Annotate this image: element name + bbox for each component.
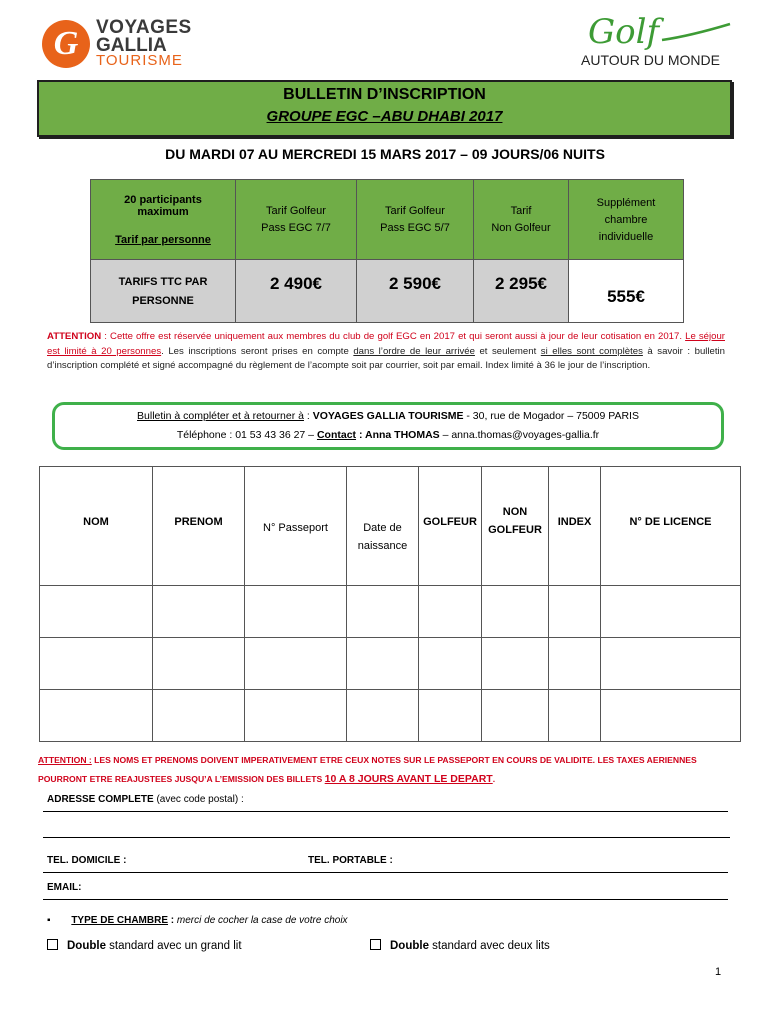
- attention-text: et seulement: [474, 345, 541, 357]
- passport-warning: [38, 751, 748, 789]
- contact-box: [52, 402, 724, 450]
- bullet-icon: ▪: [47, 915, 51, 926]
- header-line: Date de: [363, 522, 402, 534]
- attention-limit: Le séjour est limité à 20 personnes: [47, 331, 725, 357]
- tarif-row-label: [91, 260, 236, 323]
- cell[interactable]: [549, 638, 601, 690]
- table-row: [40, 690, 741, 742]
- contact-agency: VOYAGES GALLIA TOURISME: [312, 410, 464, 422]
- passport-warning-text: LES NOMS ET PRENOMS DOIVENT IMPERATIVEMENT ETRE CEUX NOTES SUR LE PASSEPORT EN COURS DE VALIDITE. LES TAXES AERIENNES POURRONT ETRE REAJUSTEES JUSQU’A L’EMISSION DES BILLETS: [38, 755, 697, 784]
- golf-logo-swoosh: [660, 20, 732, 46]
- header-line: Non Golfeur: [491, 222, 551, 234]
- address-line-2[interactable]: [43, 837, 730, 838]
- cell[interactable]: [549, 586, 601, 638]
- attention-text: . Les inscriptions seront prises en compte: [161, 345, 354, 357]
- room-type-hint: merci de cocher la case de votre choix: [176, 915, 348, 926]
- attention-text: : Cette offre est réservée uniquement aux membres du club de golf EGC en 2017 et qui seront aussi à jour de leur cotisation en 2017.: [101, 331, 686, 342]
- col-header-non-golfeur: [482, 467, 549, 586]
- price-non-golfeur: 2 295€: [474, 260, 569, 323]
- cell[interactable]: [419, 638, 482, 690]
- tarif-table: [90, 179, 684, 323]
- page-subtitle: GROUPE EGC –ABU DHABI 2017: [266, 108, 503, 125]
- header-line: naissance: [357, 540, 408, 552]
- contact-line-2: [55, 426, 721, 445]
- passport-warning-label: ATTENTION :: [38, 755, 92, 765]
- room-type-colon: :: [168, 915, 177, 926]
- table-row: [40, 638, 741, 690]
- price-golfeur-5: 2 590€: [357, 260, 474, 323]
- page-title: BULLETIN D’INSCRIPTION: [283, 86, 486, 103]
- cell[interactable]: [40, 586, 153, 638]
- option-label: standard avec un grand lit: [105, 940, 242, 952]
- contact-sep: :: [303, 410, 313, 422]
- attention-notice: [47, 330, 725, 374]
- header-box: [37, 80, 732, 137]
- address-hint: (avec code postal) :: [153, 794, 244, 805]
- option-double-grand-lit[interactable]: [47, 939, 242, 952]
- header-line: Tarif Golfeur: [385, 205, 445, 217]
- price-golfeur-7: 2 490€: [236, 260, 357, 323]
- option-label: standard avec deux lits: [428, 940, 550, 952]
- cell[interactable]: [153, 638, 245, 690]
- checkbox-icon[interactable]: [47, 939, 58, 950]
- contact-email[interactable]: – anna.thomas@voyages-gallia.fr: [439, 429, 600, 441]
- option-double-deux-lits[interactable]: [370, 939, 550, 952]
- header-line: individuelle: [598, 230, 654, 243]
- header-line: Supplément: [596, 196, 656, 209]
- cell[interactable]: [601, 690, 741, 742]
- logo-text-gallia: GALLIA: [96, 35, 167, 56]
- cell[interactable]: [40, 638, 153, 690]
- cell[interactable]: [419, 586, 482, 638]
- tarif-header-supplement: [569, 180, 684, 260]
- tarif-corner-cell: [91, 180, 236, 260]
- contact-line-1: [55, 407, 721, 426]
- address-label-row: [47, 794, 244, 805]
- logo-text-voyages: VOYAGES: [96, 17, 192, 38]
- cell[interactable]: [482, 586, 549, 638]
- cell[interactable]: [347, 690, 419, 742]
- tel-home-label: TEL. DOMICILE :: [47, 855, 127, 866]
- header-line: chambre: [604, 213, 648, 226]
- cell[interactable]: [482, 690, 549, 742]
- header-line: NON: [502, 506, 528, 518]
- email-line[interactable]: [43, 899, 728, 900]
- col-header-prenom: PRENOM: [153, 467, 245, 586]
- tarif-header-golfeur-5: [357, 180, 474, 260]
- email-label: EMAIL:: [47, 882, 82, 893]
- tel-mobile-label: TEL. PORTABLE :: [308, 855, 393, 866]
- contact-address: - 30, rue de Mogador – 75009 PARIS: [463, 410, 639, 422]
- col-header-naissance: [347, 467, 419, 586]
- cell[interactable]: [245, 638, 347, 690]
- page-number: 1: [715, 966, 722, 978]
- contact-label: Contact: [316, 429, 357, 441]
- col-header-index: INDEX: [549, 467, 601, 586]
- col-header-licence: N° DE LICENCE: [601, 467, 741, 586]
- table-row: [40, 586, 741, 638]
- address-line-1[interactable]: [43, 811, 728, 812]
- cell[interactable]: [347, 638, 419, 690]
- cell[interactable]: [601, 638, 741, 690]
- trip-dates: DU MARDI 07 AU MERCREDI 15 MARS 2017 – 09 JOURS/06 NUITS: [165, 146, 605, 162]
- room-type-row: [47, 915, 348, 926]
- golf-logo-script: Golf: [588, 12, 660, 52]
- cell[interactable]: [347, 586, 419, 638]
- option-label-bold: Double: [390, 940, 429, 952]
- header-line: Tarif Golfeur: [266, 205, 326, 217]
- checkbox-icon[interactable]: [370, 939, 381, 950]
- cell[interactable]: [153, 586, 245, 638]
- row-label-line: TARIFS TTC PAR: [118, 275, 208, 288]
- passport-warning-deadline: 10 A 8 JOURS AVANT LE DEPART: [324, 773, 493, 785]
- passport-warning-end: .: [492, 774, 496, 784]
- address-label: ADRESSE COMPLETE: [47, 794, 154, 805]
- attention-label: ATTENTION: [47, 331, 102, 342]
- tel-line[interactable]: [43, 872, 728, 873]
- voyages-gallia-logo-mark: G: [42, 20, 90, 68]
- attention-text: à savoir : bulletin d’inscription complété et signé accompagné du règlement de l’acompte soit par courrier, soit par email. Index limité à 36 le jour de l’inscription.: [47, 345, 726, 372]
- price-supplement: 555€: [569, 260, 684, 323]
- cell[interactable]: [601, 586, 741, 638]
- cell[interactable]: [40, 690, 153, 742]
- contact-return-text: Bulletin à compléter et à retourner à: [137, 410, 304, 422]
- tarif-header-non-golfeur: [474, 180, 569, 260]
- cell[interactable]: [549, 690, 601, 742]
- contact-phone: Téléphone : 01 53 43 36 27 –: [176, 429, 317, 441]
- attention-complete: si elles sont complètes: [540, 345, 643, 357]
- col-header-passeport: N° Passeport: [245, 467, 347, 586]
- tarif-header-golfeur-7: [236, 180, 357, 260]
- header-line: GOLFEUR: [488, 524, 542, 536]
- cell[interactable]: [153, 690, 245, 742]
- golf-logo-subtitle: AUTOUR DU MONDE: [581, 52, 720, 68]
- option-label-bold: Double: [67, 940, 106, 952]
- row-label-line: PERSONNE: [132, 294, 194, 307]
- tarif-capacity-line2: maximum: [137, 205, 189, 218]
- logo-text-tourisme: TOURISME: [96, 52, 183, 69]
- header-line: Pass EGC 7/7: [261, 222, 331, 234]
- header-line: Pass EGC 5/7: [380, 222, 450, 234]
- attention-order: dans l’ordre de leur arrivée: [353, 345, 475, 357]
- cell[interactable]: [482, 638, 549, 690]
- header-line: Tarif: [510, 205, 532, 217]
- cell[interactable]: [245, 586, 347, 638]
- tarif-capacity-line1: 20 participants: [124, 193, 202, 206]
- col-header-nom: NOM: [40, 467, 153, 586]
- col-header-golfeur: GOLFEUR: [419, 467, 482, 586]
- contact-person: : Anna THOMAS: [356, 429, 440, 441]
- tarif-per-person: Tarif par personne: [115, 233, 211, 246]
- room-type-label: TYPE DE CHAMBRE: [71, 915, 169, 926]
- cell[interactable]: [245, 690, 347, 742]
- participants-table: [39, 466, 741, 742]
- cell[interactable]: [419, 690, 482, 742]
